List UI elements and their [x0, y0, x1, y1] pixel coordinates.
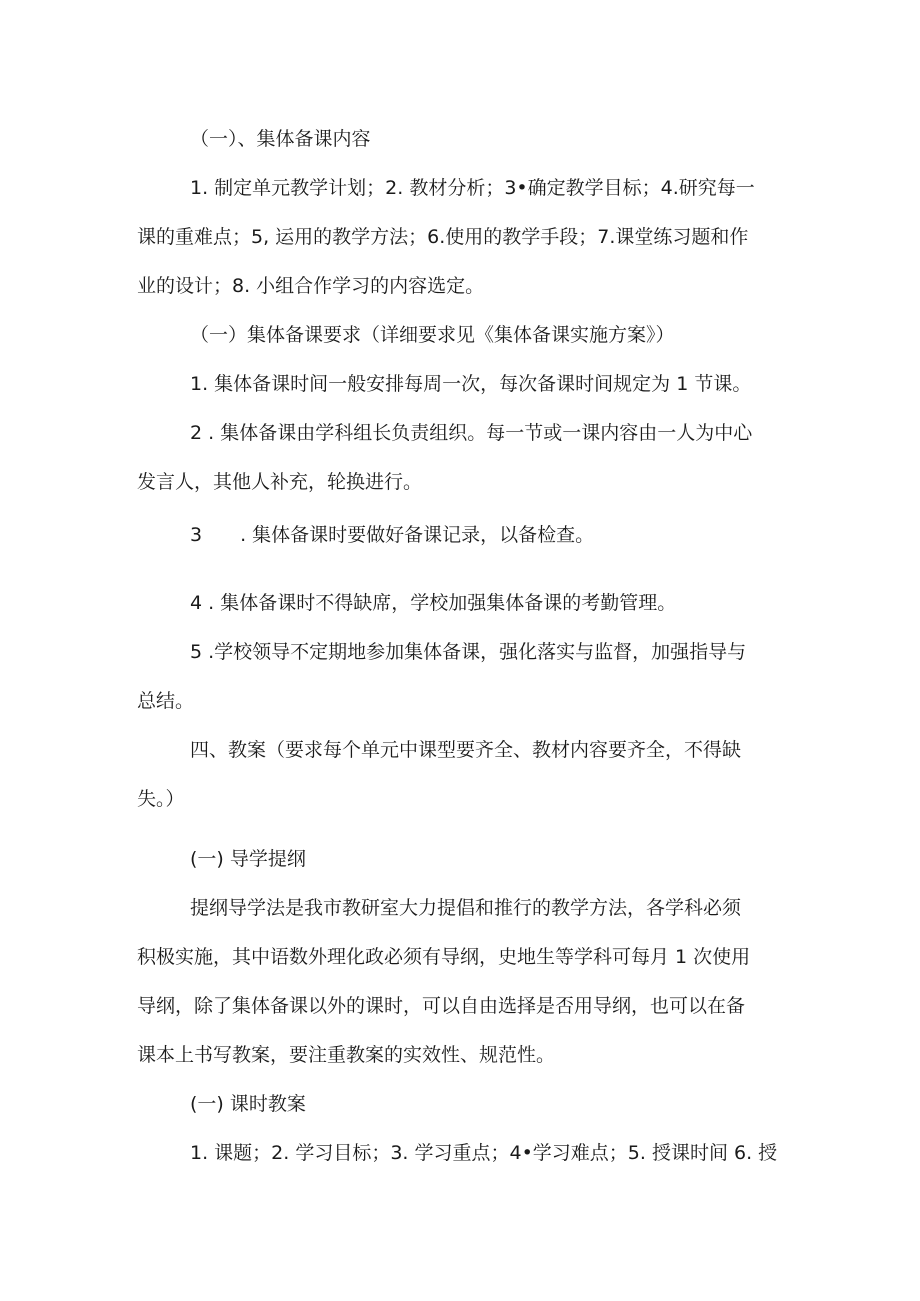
section-heading-cont: 失。） — [137, 788, 185, 810]
list-item-5: 5 .学校领导不定期地参加集体备课，强化落实与监督，加强指导与 — [190, 641, 747, 663]
paragraph-line: 1. 制定单元教学计划；2. 教材分析；3•确定教学目标；4.研究每一 — [190, 177, 755, 199]
paragraph-line: 提纲导学法是我市教研室大力提倡和推行的教学方法，各学科必须 — [190, 897, 742, 919]
subheading-guide-outline: (一) 导学提纲 — [190, 848, 306, 870]
paragraph-line: 导纲，除了集体备课以外的课时，可以自由选择是否用导纲，也可以在备 — [137, 995, 746, 1017]
paragraph-line: 1. 课题；2. 学习目标；3. 学习重点；4•学习难点；5. 授课时间 6. 授 — [190, 1142, 778, 1164]
paragraph-line: 课的重难点；5, 运用的教学方法；6.使用的教学手段；7.课堂练习题和作 — [137, 226, 749, 248]
paragraph-line: 积极实施，其中语数外理化政必须有导纲，史地生等学科可每月 1 次使用 — [137, 946, 751, 968]
paragraph-line: 课本上书写教案，要注重教案的实效性、规范性。 — [137, 1044, 556, 1066]
list-item-2-cont: 发言人，其他人补充，轮换进行。 — [137, 471, 423, 493]
list-item-3: 3 . 集体备课时要做好备课记录，以备检查。 — [190, 524, 595, 546]
list-item-5-cont: 总结。 — [137, 690, 195, 712]
paragraph-line: 业的设计；8. 小组合作学习的内容选定。 — [137, 275, 485, 297]
list-item-4: 4 . 集体备课时不得缺席，学校加强集体备课的考勤管理。 — [190, 592, 677, 614]
list-item-1: 1. 集体备课时间一般安排每周一次，每次备课时间规定为 1 节课。 — [190, 373, 752, 395]
heading-collective-content: （一）、集体备课内容 — [190, 128, 371, 150]
list-item-2: 2 . 集体备课由学科组长负责组织。每一节或一课内容由一人为中心 — [190, 422, 753, 444]
heading-collective-requirements: （一）集体备课要求（详细要求见《集体备课实施方案》） — [190, 324, 675, 346]
section-heading-lesson-plans: 四、教案（要求每个单元中课型要齐全、教材内容要齐全，不得缺 — [190, 739, 742, 761]
subheading-lesson-plan: (一) 课时教案 — [190, 1093, 306, 1115]
